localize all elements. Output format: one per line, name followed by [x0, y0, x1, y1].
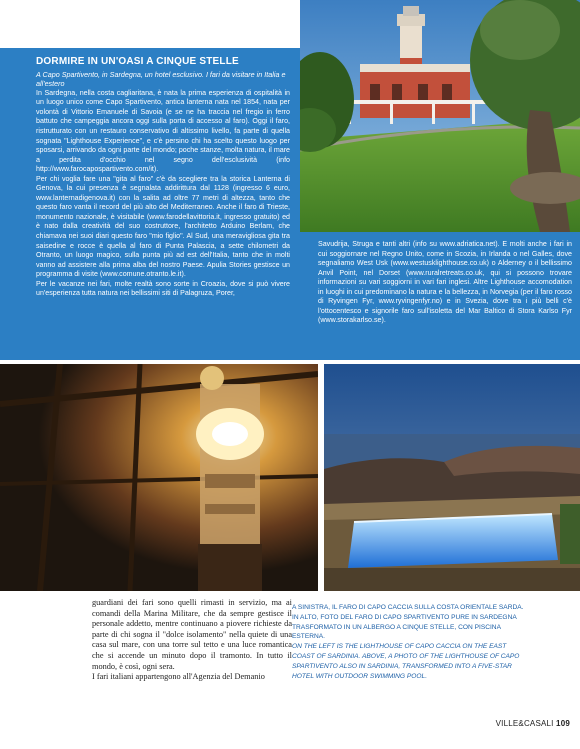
body-paragraph: I fari italiani appartengono all'Agenzia del Demanio	[92, 672, 265, 682]
box-paragraph-continued: Savudrija, Struga e tanti altri (info su www.adriatica.net). E molti anche i fari in cui soggiornare nel Regno Unito, come in Scozia, in Irlanda o nel Galles, dove segnaliamo West Usk (www.westusklighthouse.co.uk) o Alderney o il bellissimo Anvil Point, nel Dorset (www.ruralretreats.co.uk, qui si possono trovare informazioni su vari soggiorni in vari fari inglesi. Altre Lighthouse accomodation in luoghi in cui predominano la natura e la bellezza, in Norvegia (per il faro rosso di Ryvingen Fyr, www.ryvingenfyr.no) e in Svezia, dove tra i più belli c'è l'ottocentesco e signorile faro sull'isoletta del Mar Baltico di Stora Karlso Fyr (www.storakarlso.se).	[318, 240, 572, 325]
caption-italian: A SINISTRA, IL FARO DI CAPO CACCIA SULLA COSTA ORIENTALE SARDA. IN ALTO, FOTO DEL FARO DI CAPO SPARTIVENTO PURE IN SARDEGNA TRASFORMATO IN UN ALBERGO A CINQUE STELLE, CON PISCINA ESTERNA.	[292, 604, 524, 641]
article-text-box	[0, 48, 300, 360]
photo-caption	[292, 603, 530, 681]
box-paragraph: In Sardegna, nella costa cagliaritana, è nata la prima esperienza di ospitalità in un luogo unico come Capo Spartivento, antica lanterna nata nel 1854, nata per volontà di Vittorio Emanuele di Savoia (e se ne ha traccia nel fregio in ferro battuto che campeggia ancora oggi sulla porta di accesso al faro). Oggi il faro, ristrutturato con un restauro conservativo di altissimo livello, fa parte di quella sognata "Lighthouse Experience", e c'è persino chi ha scelto questo luogo per sposarsi, arrivando da ogni parte del mondo; poche stanze, molta natura, il mare a perdita d'occhio nel segno dell'esclusività (info http://www.farocapospartivento.com/it).	[36, 88, 290, 174]
article-body-continued	[92, 598, 292, 683]
photo-lighthouse-hotel-lawn	[300, 0, 580, 232]
page-footer	[496, 719, 570, 728]
photo-hotel-pool-dusk	[324, 364, 580, 591]
box-paragraph: Per le vacanze nei fari, molte realtà sono sorte in Croazia, dove si può vivere un'esperienza tutta natura nei bellissimi siti di Palagruza, Porer,	[36, 279, 290, 298]
article-subtitle: A Capo Spartivento, in Sardegna, un hotel esclusivo. I fari da visitare in Italia e all'estero	[36, 70, 286, 89]
photo-lighthouse-lens	[0, 364, 318, 591]
box-paragraph: Per chi voglia fare una "gita al faro" c'è da scegliere tra la storica Lanterna di Genova, la cui presenza è segnalata addirittura dal 1128 (ingresso 6 euro, www.lanternadigenova.it) con la salita ad oltre 77 metri di altezza, tanto che questo faro vanta il record del più alto del Mediterraneo. Anche il faro di Trieste, monumento nazionale, è visitabile (www.farodellavittoria.it, ingresso gratuito) ed è nato dalla creatività del suo costruttore, l'architetto Arduino Berlam, che chiamava nei suoi diari questo faro "mio figlio". Al Sud, una meravigliosa gita tra saisedine e rocce è quella al faro di Punta Palascia, a sette chilometri da Otranto, un luogo magico, sulla punta più ad est dell'Italia, tanto che in molti vanno ad assistere alla prima alba del nostro Paese. Apulia Stories gestisce un programma di visite (www.comune.otranto.le.it).	[36, 174, 290, 279]
article-title: DORMIRE IN UN'OASI A CINQUE STELLE	[36, 56, 239, 67]
magazine-name: VILLE&CASALI	[495, 719, 554, 728]
page-number: 109	[556, 719, 570, 728]
caption-english: ON THE LEFT IS THE LIGHTHOUSE OF CAPO CACCIA ON THE EAST COAST OF SARDINIA. ABOVE, A PHOTO OF THE LIGHTHOUSE OF CAPO SPARTIVENTO ALSO IN SARDINIA, TRANSFORMED INTO A FIVE-STAR HOTEL WITH OUTDOOR SWIMMING POOL.	[292, 643, 520, 680]
body-paragraph: guardiani dei fari sono quelli rimasti in servizio, ma ai comandi della Marina Militare, che da sempre gestisce il personale addetto, mentre continuano a piovere richieste da parte di chi sogna il "dolce isolamento" nella quiete di una casa sul mare, con una torre sul tetto e una luce romantica che si accende un minuto dopo il tramonto. In tutto il mondo, è così, ogni sera.	[92, 598, 292, 671]
